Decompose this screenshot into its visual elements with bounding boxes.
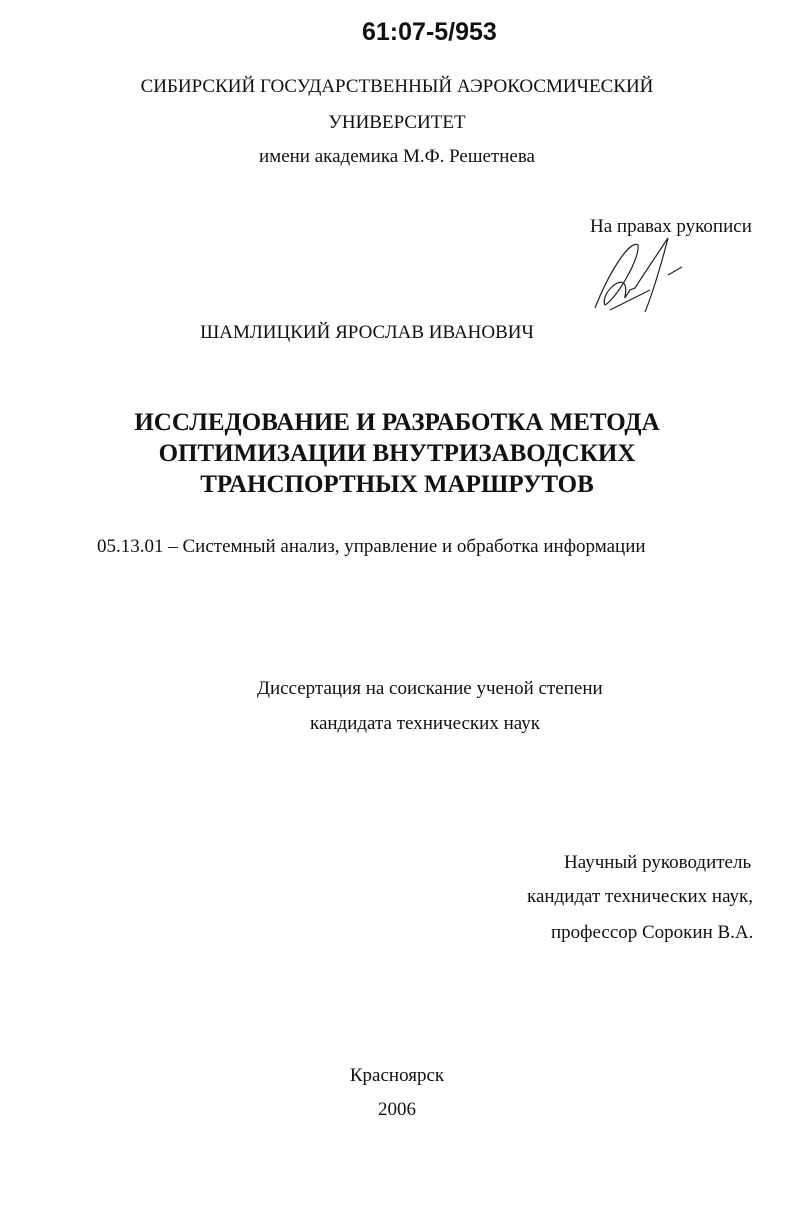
author-name: ШАМЛИЦКИЙ ЯРОСЛАВ ИВАНОВИЧ [200,322,534,343]
city: Красноярск [349,1065,445,1086]
title-line-2: ОПТИМИЗАЦИИ ВНУТРИЗАВОДСКИХ [158,440,636,467]
supervisor-line-3: профессор Сорокин В.А. [551,922,754,943]
degree-line-1: Диссертация на соискание ученой степени [257,678,603,699]
university-line-1: СИБИРСКИЙ ГОСУДАРСТВЕННЫЙ АЭРОКОСМИЧЕСКИЙ [140,76,654,97]
year: 2006 [378,1099,416,1120]
specialty: 05.13.01 – Системный анализ, управление и обработка информации [97,536,646,557]
archive-code: 61:07-5/953 [362,18,497,46]
supervisor-line-1: Научный руководитель [564,852,752,873]
supervisor-line-2: кандидат технических наук, [527,886,754,907]
manuscript-note: На правах рукописи [590,216,752,237]
signature [590,230,710,320]
university-line-3: имени академика М.Ф. Решетнева [259,146,535,167]
title-line-3: ТРАНСПОРТНЫХ МАРШРУТОВ [200,471,594,498]
title-line-1: ИССЛЕДОВАНИЕ И РАЗРАБОТКА МЕТОДА [134,409,660,436]
degree-line-2: кандидата технических наук [310,713,540,734]
university-line-2: УНИВЕРСИТЕТ [328,112,466,133]
